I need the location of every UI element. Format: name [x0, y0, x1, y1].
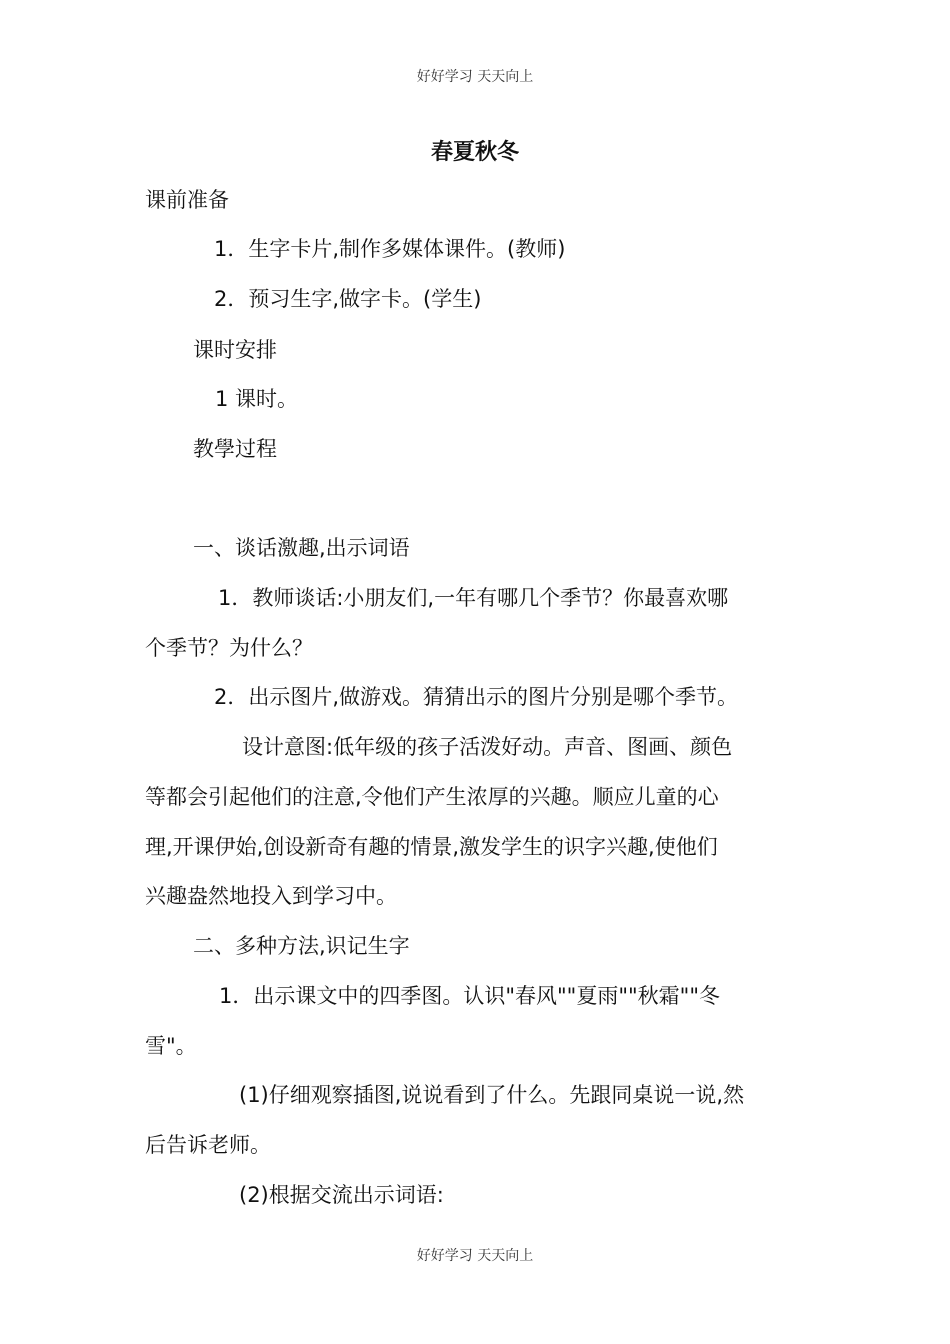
page-footer: 好好学习 天天向上 — [416, 1248, 534, 1264]
paragraph-line: 1．出示课文中的四季图。认识"春风""夏雨""秋霜""冬 — [219, 984, 720, 1008]
sub-item-line: 后告诉老师。 — [145, 1133, 271, 1157]
section-heading-preparation: 课前准备 — [145, 188, 229, 212]
prep-item-1: 1．生字卡片,制作多媒体课件。(教师) — [214, 237, 566, 261]
design-intent-line: 兴趣盎然地投入到学习中。 — [145, 884, 397, 908]
paragraph-line: 雪"。 — [145, 1034, 197, 1058]
prep-item-2: 2．预习生字,做字卡。(学生) — [214, 287, 482, 311]
design-intent-line: 理,开课伊始,创设新奇有趣的情景,激发学生的识字兴趣,使他们 — [145, 835, 718, 859]
design-intent-line: 设计意图:低年级的孩子活泼好动。声音、图画、颜色 — [242, 735, 733, 759]
section-heading-schedule: 课时安排 — [193, 338, 277, 362]
paragraph-line: 1．教师谈话:小朋友们,一年有哪几个季节？你最喜欢哪 — [218, 586, 729, 610]
step-heading-1: 一、谈话激趣,出示词语 — [193, 536, 410, 560]
step-heading-2: 二、多种方法,识记生字 — [193, 934, 410, 958]
paragraph-line: 个季节？为什么？ — [145, 636, 313, 660]
design-intent-line: 等都会引起他们的注意,令他们产生浓厚的兴趣。顺应儿童的心 — [145, 785, 719, 809]
schedule-text: 1 课时。 — [215, 387, 299, 411]
section-heading-process: 教學过程 — [193, 437, 277, 461]
document-title: 春夏秋冬 — [430, 139, 519, 165]
sub-item-line: (2)根据交流出示词语: — [239, 1183, 444, 1207]
page-header: 好好学习 天天向上 — [416, 69, 534, 85]
paragraph-line: 2．出示图片,做游戏。猜猜出示的图片分别是哪个季节。 — [214, 685, 739, 709]
sub-item-line: (1)仔细观察插图,说说看到了什么。先跟同桌说一说,然 — [239, 1083, 745, 1107]
